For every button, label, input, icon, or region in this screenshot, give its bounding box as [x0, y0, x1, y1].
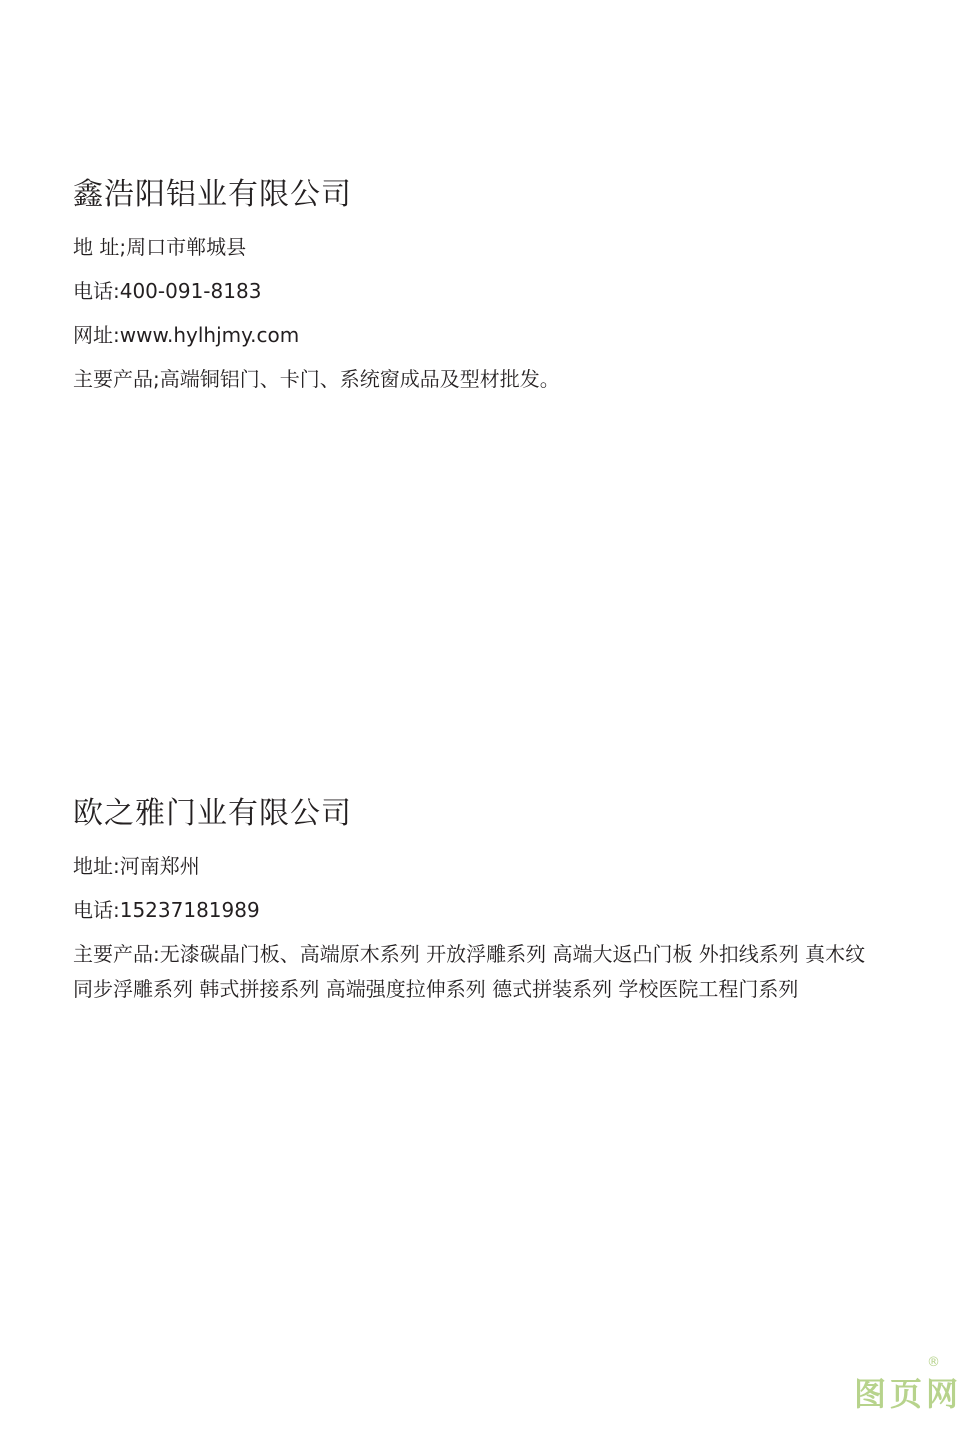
watermark-logo	[853, 1355, 962, 1415]
company-name: 鑫浩阳铝业有限公司	[73, 177, 352, 212]
company-products: 主要产品:无漆碳晶门板、高端原木系列 开放浮雕系列 高端大返凸门板 外扣线系列 真木纹同步浮雕系列 韩式拼接系列 高端强度拉伸系列 德式拼装系列 学校医院工程门系列	[73, 942, 866, 1001]
company-phone: 电话:15237181989	[73, 898, 260, 922]
company-products: 主要产品;高端铜铝门、卡门、系统窗成品及型材批发。	[73, 367, 560, 391]
company-address: 地址:河南郑州	[73, 854, 200, 878]
company-block-xinhaoyang	[73, 176, 893, 406]
company-block-ouzhiya	[73, 795, 893, 1016]
watermark-text: 图页网	[853, 1375, 962, 1413]
company-website: 网址:www.hylhjmy.com	[73, 323, 300, 347]
company-address: 地 址;周口市郸城县	[73, 235, 247, 259]
registered-mark: ®	[927, 1355, 940, 1370]
company-phone: 电话:400-091-8183	[73, 279, 262, 303]
company-name: 欧之雅门业有限公司	[73, 796, 352, 831]
